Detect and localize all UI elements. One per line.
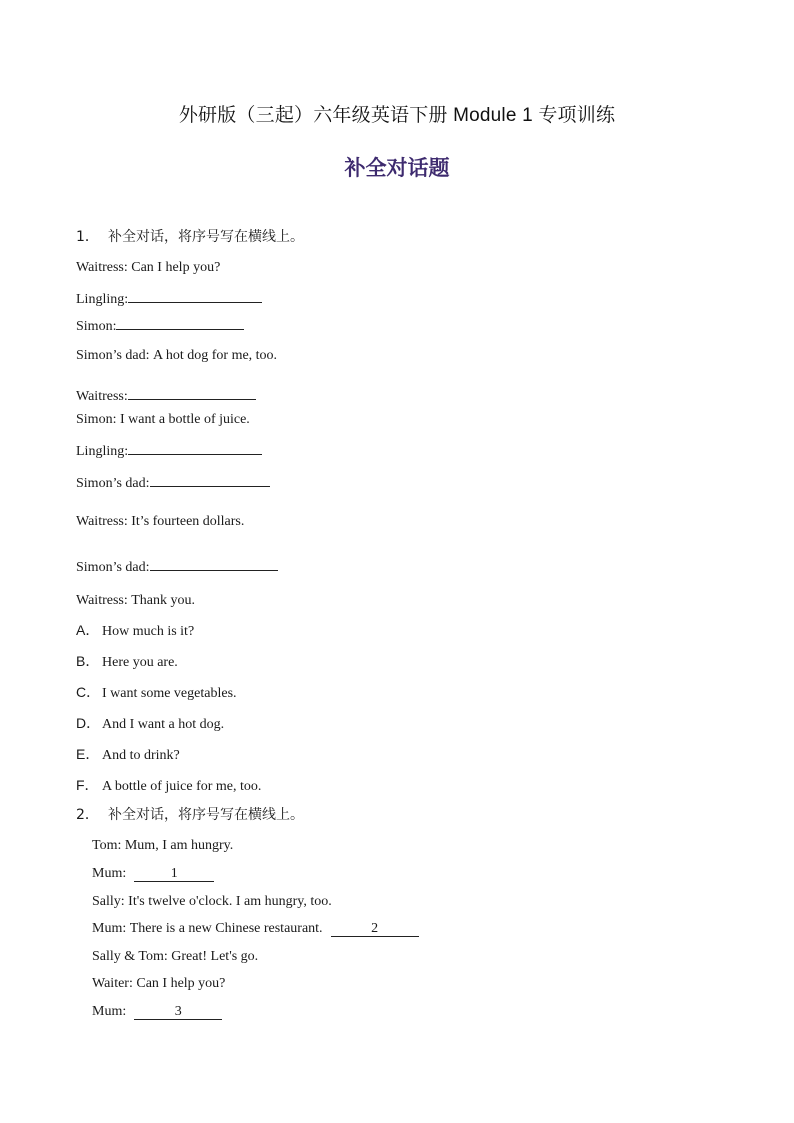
dialogue-line xyxy=(76,439,262,461)
speaker: Simon: xyxy=(76,319,117,334)
answer-blank[interactable] xyxy=(116,314,244,330)
option-text: And to drink? xyxy=(102,748,180,763)
dialogue-line xyxy=(76,347,277,365)
speaker: Sally: xyxy=(92,894,125,909)
option-letter: A． xyxy=(76,622,100,638)
dialogue-line xyxy=(76,259,220,277)
dialogue-line xyxy=(76,471,270,493)
option-letter: B． xyxy=(76,653,100,669)
dialogue-line xyxy=(92,948,258,966)
utterance: Thank you. xyxy=(131,593,196,608)
utterance: I want a bottle of juice. xyxy=(119,412,250,427)
option-letter: D． xyxy=(76,715,101,731)
answer-blank-1[interactable]: 1 xyxy=(134,865,214,882)
question-number: 2． xyxy=(76,807,99,823)
option-c xyxy=(76,683,237,703)
option-text: Here you are. xyxy=(102,655,178,670)
section-title: 补全对话题 xyxy=(344,156,450,180)
option-text: A bottle of juice for me, too. xyxy=(102,779,262,794)
option-text: How much is it? xyxy=(102,624,195,639)
option-e xyxy=(76,745,180,765)
speaker: Waitress: xyxy=(76,514,128,529)
answer-blank[interactable] xyxy=(150,471,270,487)
dialogue-line xyxy=(76,555,278,577)
utterance: There is a new Chinese restaurant. xyxy=(129,921,323,936)
dialogue-line xyxy=(92,975,225,993)
utterance: A hot dog for me, too. xyxy=(153,348,278,363)
dialogue-line xyxy=(92,920,419,938)
question-number: 1． xyxy=(76,229,99,245)
question-1-heading xyxy=(76,228,304,246)
speaker: Lingling: xyxy=(76,292,129,307)
speaker: Waitress: xyxy=(76,260,128,275)
dialogue-line xyxy=(92,837,233,855)
dialogue-line xyxy=(92,1003,222,1021)
speaker: Simon’s dad: xyxy=(76,348,150,363)
option-d xyxy=(76,714,224,734)
utterance: Can I help you? xyxy=(136,976,226,991)
dialogue-line xyxy=(76,513,244,531)
dialogue-line xyxy=(76,411,250,429)
answer-blank[interactable] xyxy=(128,439,262,455)
answer-blank[interactable] xyxy=(128,287,262,303)
speaker: Waitress: xyxy=(76,593,128,608)
dialogue-line xyxy=(76,592,195,610)
speaker: Mum: xyxy=(92,866,127,881)
answer-blank[interactable] xyxy=(128,384,256,400)
question-2-heading xyxy=(76,806,304,824)
document-title: 外研版（三起）六年级英语下册 Module 1 专项训练 xyxy=(178,105,616,126)
utterance: It’s fourteen dollars. xyxy=(131,514,245,529)
dialogue-line xyxy=(76,314,244,336)
speaker: Tom: xyxy=(92,838,122,853)
speaker: Mum: xyxy=(92,1004,127,1019)
dialogue-line xyxy=(92,893,332,911)
speaker: Lingling: xyxy=(76,444,129,459)
question-instruction: 补全对话，将序号写在横线上。 xyxy=(108,807,304,823)
utterance: It's twelve o'clock. I am hungry, too. xyxy=(128,894,332,909)
speaker: Mum: xyxy=(92,921,127,936)
dialogue-line xyxy=(76,384,256,406)
utterance: Great! Let's go. xyxy=(171,949,259,964)
speaker: Waiter: xyxy=(92,976,133,991)
question-instruction: 补全对话，将序号写在横线上。 xyxy=(108,229,304,245)
dialogue-line xyxy=(92,865,214,883)
option-f xyxy=(76,776,261,796)
speaker: Sally & Tom: xyxy=(92,949,168,964)
speaker: Waitress: xyxy=(76,389,128,404)
utterance: Mum, I am hungry. xyxy=(124,838,234,853)
answer-blank[interactable] xyxy=(150,555,278,571)
option-text: And I want a hot dog. xyxy=(102,717,225,732)
option-text: I want some vegetables. xyxy=(102,686,237,701)
answer-blank-2[interactable]: 2 xyxy=(331,920,419,937)
option-a xyxy=(76,621,194,641)
option-letter: F． xyxy=(76,777,99,793)
option-letter: E． xyxy=(76,746,100,762)
speaker: Simon’s dad: xyxy=(76,560,150,575)
answer-blank-3[interactable]: 3 xyxy=(134,1003,222,1020)
utterance: Can I help you? xyxy=(131,260,221,275)
speaker: Simon’s dad: xyxy=(76,476,150,491)
option-letter: C． xyxy=(76,684,101,700)
dialogue-line xyxy=(76,287,262,309)
speaker: Simon: xyxy=(76,412,117,427)
option-b xyxy=(76,652,178,672)
